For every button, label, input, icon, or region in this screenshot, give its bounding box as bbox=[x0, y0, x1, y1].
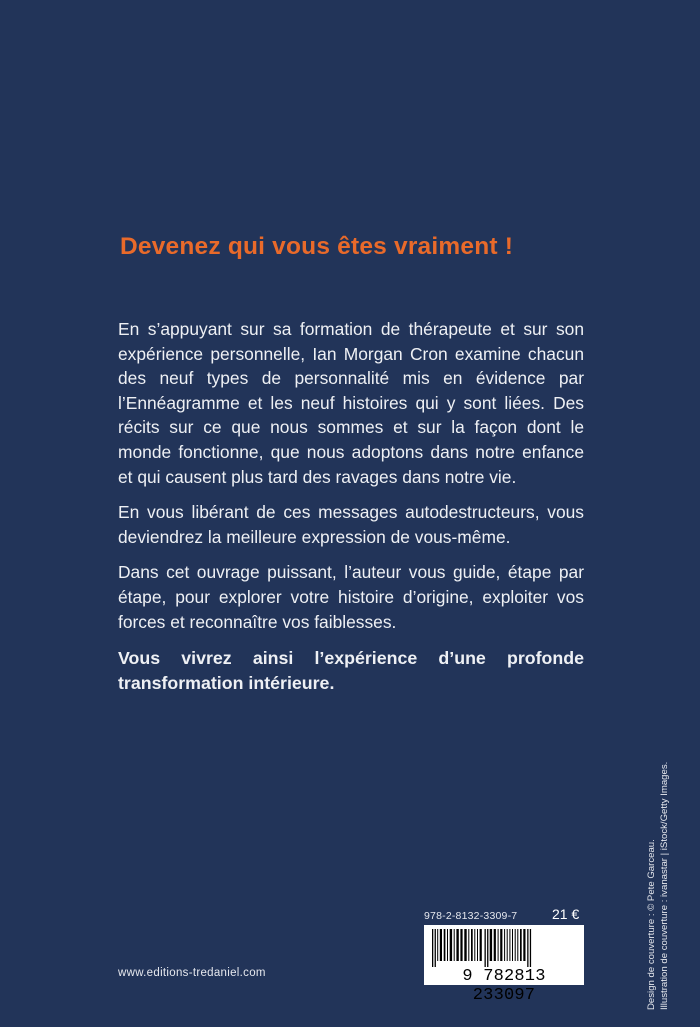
barcode-digits: 9 782813 233097 bbox=[462, 967, 546, 1005]
publisher-website: www.editions-tredaniel.com bbox=[118, 967, 266, 979]
barcode-bar bbox=[509, 929, 510, 961]
barcode-bar bbox=[520, 929, 522, 961]
barcode-bar bbox=[460, 929, 462, 961]
paragraph-3: Dans cet ouvrage puissant, l’auteur vous guide, étape par étape, pour explorer votre histoire d’origine, exploiter vos forces et reconnaître vos faiblesses. bbox=[118, 562, 584, 632]
barcode-bar bbox=[485, 929, 486, 967]
barcode-bar bbox=[437, 929, 438, 961]
barcode-bars bbox=[430, 929, 578, 967]
barcode-bar bbox=[450, 929, 452, 961]
headline: Devenez qui vous êtes vraiment ! bbox=[120, 233, 514, 260]
barcode-bar bbox=[447, 929, 448, 961]
barcode-bar bbox=[454, 929, 455, 961]
barcode-bar bbox=[500, 929, 502, 961]
barcode-bar bbox=[435, 929, 436, 967]
barcode-bar bbox=[477, 929, 478, 961]
barcode-bar bbox=[487, 929, 488, 967]
barcode bbox=[424, 925, 584, 1005]
barcode-bar bbox=[523, 929, 525, 961]
barcode-bar bbox=[432, 929, 433, 967]
back-cover-blurb bbox=[118, 317, 584, 706]
isbn: 978-2-8132-3309-7 bbox=[424, 910, 518, 922]
barcode-bar bbox=[464, 929, 466, 961]
barcode-bar bbox=[456, 929, 458, 961]
design-credit: Design de couverture : © Pete Garceau. bbox=[646, 839, 657, 1010]
barcode-bar bbox=[474, 929, 475, 961]
barcode-bar bbox=[440, 929, 442, 961]
paragraph-2: En vous libérant de ces messages autodestructeurs, vous deviendrez la meilleure expression de vous-même. bbox=[118, 502, 584, 547]
barcode-bar bbox=[530, 929, 531, 967]
illustration-credit: Illustration de couverture : ivanastar | iStock/Getty Images. bbox=[658, 761, 670, 1010]
barcode-bar bbox=[507, 929, 508, 961]
barcode-bar bbox=[498, 929, 499, 961]
barcode-bar bbox=[444, 929, 446, 961]
price: 21 € bbox=[552, 906, 580, 922]
closing-statement: Vous vivrez ainsi l’expérience d’une profonde transformation intérieure. bbox=[118, 648, 584, 693]
barcode-bar bbox=[468, 929, 469, 961]
barcode-bar bbox=[494, 929, 496, 961]
barcode-bar bbox=[480, 929, 482, 961]
barcode-bar bbox=[512, 929, 513, 961]
barcode-bar bbox=[504, 929, 505, 961]
barcode-bar bbox=[517, 929, 518, 961]
paragraph-1: En s’appuyant sur sa formation de thérapeute et sur son expérience personnelle, Ian Morgan Cron examine chacun des neuf types de personnalité mis en évidence par l’Ennéagramme et les neuf histoires qui y sont liées. Des récits sur ce que nous sommes et sur la façon dont le monde fonctionne, que nous adoptons dans notre enfance et qui causent plus tard des ravages dans notre vie. bbox=[118, 319, 584, 487]
barcode-bar bbox=[490, 929, 492, 961]
barcode-bar bbox=[527, 929, 528, 967]
cover-credits bbox=[646, 690, 671, 1010]
barcode-bar bbox=[515, 929, 516, 961]
barcode-bar bbox=[471, 929, 473, 961]
